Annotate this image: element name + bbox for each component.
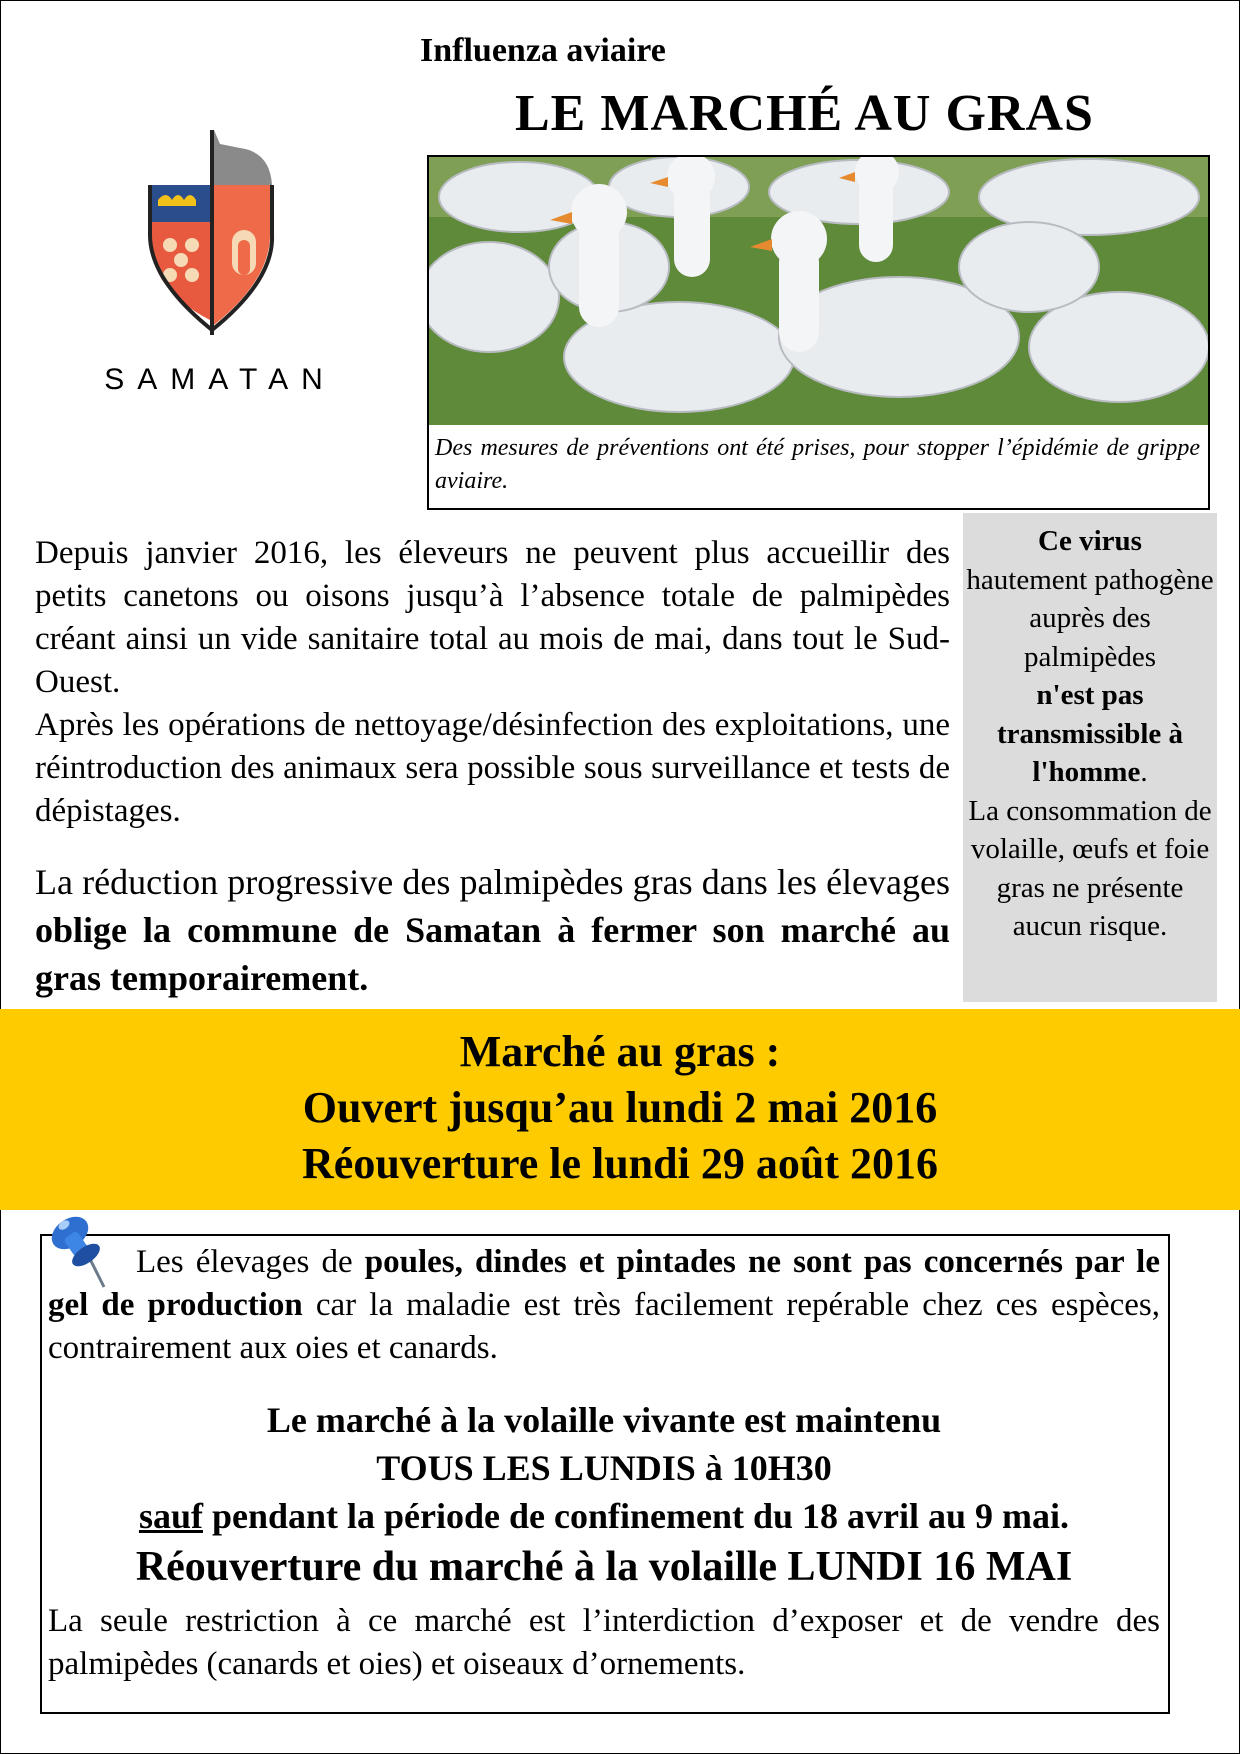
sidebar-heading: Ce virus [1038,525,1142,557]
sidebar-emphasis: n'est pas transmissible à l'homme [996,679,1184,788]
market-dates-banner [0,1009,1240,1210]
intro-paragraph-2: Après les opérations de nettoyage/désinfection des exploitations, une réintroduction des animaux sera possible sous surveillance et tests de dépistages. [35,707,950,829]
closure-emphasis: oblige la commune de Samatan à fermer son marché au gras temporairement. [35,910,950,998]
poultry-emphasis: poules, dindes et pintades ne sont pas concernés par le gel de production [48,1244,1160,1323]
sidebar-text-2: La consommation de volaille, œufs et foie gras ne présente aucun risque. [968,794,1212,942]
banner-open-until: Ouvert jusqu’au lundi 2 mai 2016 [302,1083,938,1132]
sidebar-period: . [1140,756,1148,788]
intro-paragraph-1: Depuis janvier 2016, les éleveurs ne peuvent plus accueillir des petits canetons ou oisons jusqu’à l’absence totale de palmipèdes créant ainsi un vide sanitaire total au mois de mai, dans tout le Sud-Ouest. [35,535,950,700]
banner-reopening: Réouverture le lundi 29 août 2016 [302,1139,938,1188]
closure-text: La réduction progressive des palmipèdes gras dans les élevages [35,862,950,902]
virus-info-sidebar [963,513,1217,1002]
live-market-block [44,1396,1164,1540]
restriction-text: La seule restriction à ce marché est l’interdiction d’exposer et de vendre des palmipèdes (canards et oies) et oiseaux d’ornements. [48,1603,1160,1682]
geese-photo [429,157,1208,425]
logo-wordmark: SAMATAN [104,363,336,396]
photo-caption: Des mesures de préventions ont été prises, pour stopper l’épidémie de grippe aviaire. [435,435,1200,494]
photo-frame [427,155,1210,510]
live-market-reopening: Réouverture du marché à la volaille LUNDI 16 MAI [135,1544,1073,1590]
sidebar-text-1: hautement pathogène auprès des palmipèdes [966,563,1214,673]
exception-keyword: sauf [138,1496,203,1536]
banner-heading: Marché au gras : [459,1027,781,1076]
samatan-crest-logo [140,130,290,340]
live-market-maintained: Le marché à la volaille vivante est maintenu [266,1400,942,1440]
page-kicker: Influenza aviaire [420,32,666,69]
poultry-text-start: Les élevages de [136,1244,365,1280]
closure-paragraph [35,858,950,1002]
poultry-text-end: car la maladie est très facilement repérable chez ces espèces, contrairement aux oies et canards. [48,1287,1160,1366]
live-market-exception [44,1492,1164,1540]
live-market-schedule: TOUS LES LUNDIS à 10H30 [376,1448,832,1488]
intro-text [35,532,950,833]
exception-period: pendant la période de confinement du 18 avril au 9 mai. [202,1496,1070,1536]
poultry-paragraph [48,1241,1160,1370]
page-title: LE MARCHÉ AU GRAS [515,85,1094,142]
